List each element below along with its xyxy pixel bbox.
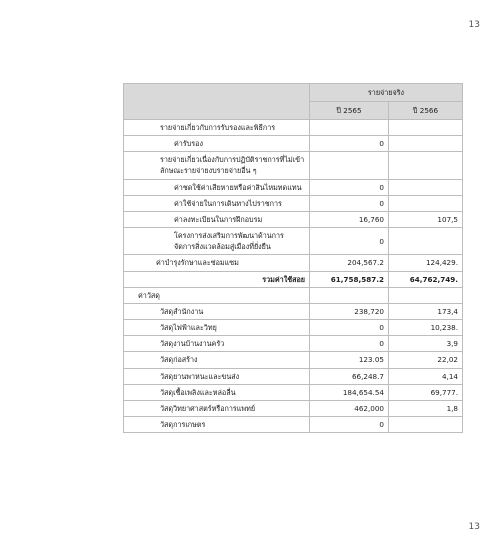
actual-expense-header: รายจ่ายจริง: [310, 84, 463, 102]
table-row: [124, 228, 463, 255]
table-row: [124, 303, 463, 319]
value-2565: 0: [310, 336, 389, 352]
value-2565: [310, 152, 389, 179]
row-label: ค่ารับรอง: [124, 136, 310, 152]
table-row: [124, 136, 463, 152]
value-2566: 173,4: [389, 303, 463, 319]
value-2566: [389, 287, 463, 303]
value-2566: 64,762,749.: [389, 271, 463, 287]
value-2566: 22,02: [389, 352, 463, 368]
value-2566: [389, 228, 463, 255]
row-label: รายจ่ายเกี่ยวเนื่องกับการปฏิบัติราชการที่ไม่เข้าลักษณะรายจ่ายงบรายจ่ายอื่น ๆ: [124, 152, 310, 179]
value-2565: 184,654.54: [310, 384, 389, 400]
value-2566: 4,14: [389, 368, 463, 384]
value-2565: 238,720: [310, 303, 389, 319]
table-row: [124, 384, 463, 400]
page-number-top: 13: [468, 20, 480, 30]
table-row: [124, 255, 463, 271]
value-2565: 0: [310, 416, 389, 432]
value-2566: [389, 195, 463, 211]
value-2565: 204,567.2: [310, 255, 389, 271]
row-label: รายจ่ายเกี่ยวกับการรับรองและพิธีการ: [124, 120, 310, 136]
value-2566: [389, 120, 463, 136]
value-2566: [389, 416, 463, 432]
value-2565: 61,758,587.2: [310, 271, 389, 287]
value-2565: 123.05: [310, 352, 389, 368]
table-row: [124, 152, 463, 179]
row-label: วัสดุเชื้อเพลิงและหล่อลื่น: [124, 384, 310, 400]
table-row: [124, 400, 463, 416]
row-label: วัสดุสำนักงาน: [124, 303, 310, 319]
value-2565: 462,000: [310, 400, 389, 416]
row-label: วัสดุวิทยาศาสตร์หรือการแพทย์: [124, 400, 310, 416]
value-2565: 0: [310, 179, 389, 195]
table-row: [124, 179, 463, 195]
value-2566: 107,5: [389, 211, 463, 227]
row-label: รวมค่าใช้สอย: [124, 271, 310, 287]
value-2565: 66,248.7: [310, 368, 389, 384]
table-row: [124, 416, 463, 432]
table-row: [124, 352, 463, 368]
expense-table: [123, 83, 463, 433]
year-2565-header: ปี 2565: [310, 102, 389, 120]
value-2565: 16,760: [310, 211, 389, 227]
value-2565: 0: [310, 136, 389, 152]
year-2566-header: ปี 2566: [389, 102, 463, 120]
row-label: ค่าใช้จ่ายในการเดินทางไปราชการ: [124, 195, 310, 211]
table-row: [124, 320, 463, 336]
table-row: [124, 211, 463, 227]
row-label: วัสดุยานพาหนะและขนส่ง: [124, 368, 310, 384]
row-label: วัสดุงานบ้านงานครัว: [124, 336, 310, 352]
value-2566: [389, 136, 463, 152]
row-label: ค่าวัสดุ: [124, 287, 310, 303]
row-label: ค่าลงทะเบียนในการฝึกอบรม: [124, 211, 310, 227]
value-2565: 0: [310, 320, 389, 336]
value-2566: [389, 152, 463, 179]
row-label: วัสดุไฟฟ้าและวิทยุ: [124, 320, 310, 336]
value-2566: 10,238.: [389, 320, 463, 336]
value-2566: [389, 179, 463, 195]
table-row: [124, 287, 463, 303]
row-label: ค่าชดใช้ค่าเสียหายหรือค่าสินไหมทดแทน: [124, 179, 310, 195]
table-row: [124, 271, 463, 287]
value-2566: 124,429.: [389, 255, 463, 271]
table-row: [124, 336, 463, 352]
row-label: วัสดุการเกษตร: [124, 416, 310, 432]
row-label: โครงการส่งเสริมการพัฒนาด้านการจัดการสิ่งแวดล้อมสู่เมืองที่ยั่งยืน: [124, 228, 310, 255]
value-2565: [310, 120, 389, 136]
value-2566: 3,9: [389, 336, 463, 352]
value-2565: 0: [310, 228, 389, 255]
page-number-bottom: 13: [468, 522, 480, 532]
value-2565: 0: [310, 195, 389, 211]
value-2565: [310, 287, 389, 303]
label-header-cell: [124, 84, 310, 120]
table-row: [124, 195, 463, 211]
row-label: วัสดุก่อสร้าง: [124, 352, 310, 368]
value-2566: 1,8: [389, 400, 463, 416]
row-label: ค่าบำรุงรักษาและซ่อมแซม: [124, 255, 310, 271]
table-row: [124, 368, 463, 384]
table-body: [124, 120, 463, 433]
table-row: [124, 120, 463, 136]
value-2566: 69,777.: [389, 384, 463, 400]
